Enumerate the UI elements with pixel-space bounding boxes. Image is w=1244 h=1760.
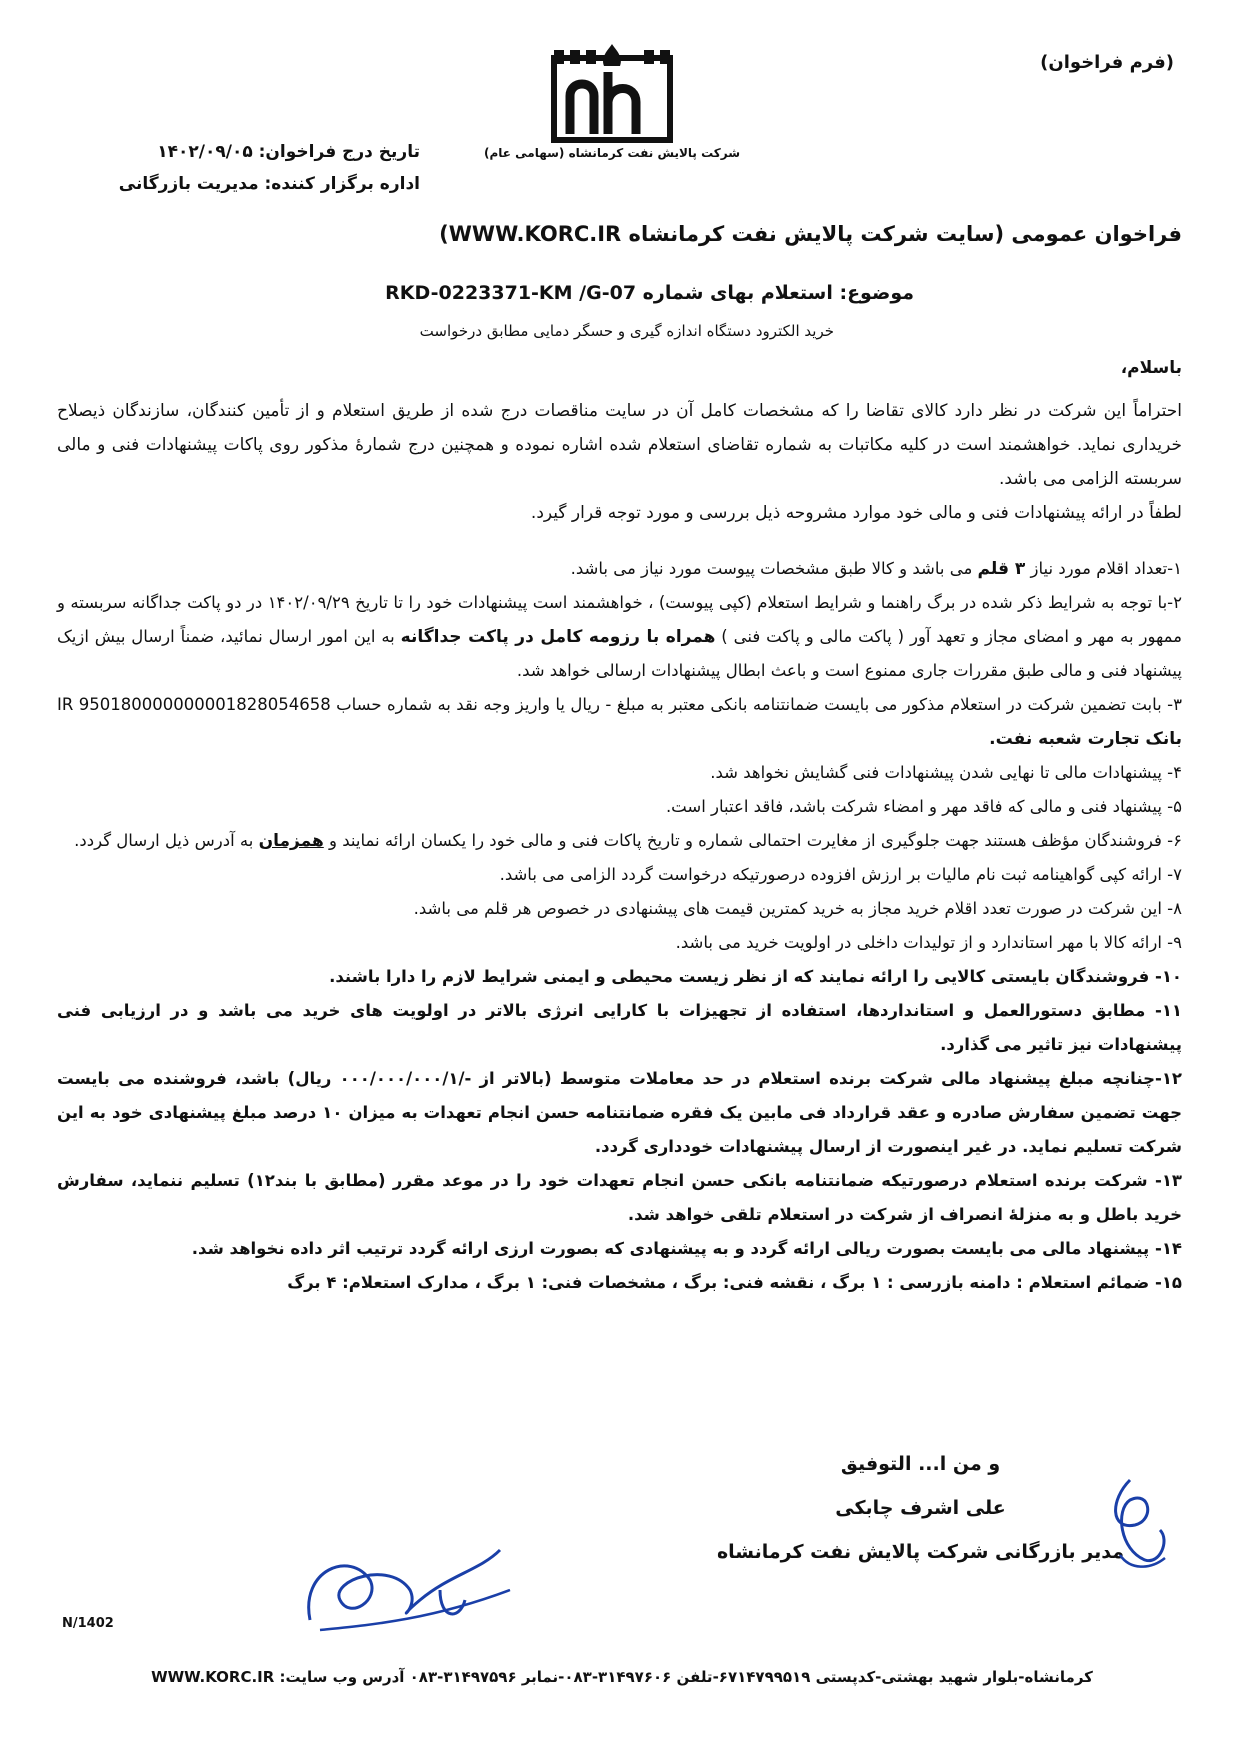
meta-block <box>90 136 420 200</box>
initials-image <box>1090 1470 1180 1580</box>
condition-text: ۱۴- پیشنهاد مالی می بایست بصورت ریالی ارائه گردد و به پیشنهادی که بصورت ارزی ارائه گردد ترتیب اثر داده نخواهد شد. <box>191 1239 1182 1258</box>
posting-date: تاریخ درج فراخوان: ۱۴۰۲/۰۹/۰۵ <box>157 142 420 162</box>
condition-text: ۶- فروشندگان مؤظف هستند جهت جلوگیری از مغایرت احتمالی شماره و تاریخ پاکات فنی و مالی خود را یکسان ارائه نمایند و <box>323 831 1182 850</box>
closing-phrase: و من ا... التوفیق <box>840 1453 1001 1475</box>
condition-item <box>57 586 1182 688</box>
condition-item <box>57 960 1182 994</box>
condition-text: ۹- ارائه کالا با مهر استاندارد و از تولیدات داخلی در اولویت خرید می باشد. <box>675 933 1182 952</box>
condition-text: ۲-با توجه به شرایط ذکر شده در برگ راهنما و شرایط استعلام (کپی پیوست) ، خواهشمند است پیشنهادات خود را تا تاریخ ۱۴۰۲/۰۹/۲۹ در دو پاکت جداگانه سربسته و ممهور به مهر و امضای مجاز و تعهد آور ( پاکت مالی و پاکت فنی ) <box>57 593 1182 646</box>
condition-text-end: می باشد و کالا طبق مشخصات پیوست مورد نیاز می باشد. <box>570 559 978 578</box>
condition-text: ۱۱- مطابق دستورالعمل و استانداردها، استفاده از تجهیزات با کارایی انرژی بالاتر در اولویت های خرید می باشد و در ارزیابی فنی پیشنهادات نیز تاثیر می گذارد. <box>57 1001 1182 1054</box>
condition-item <box>57 1232 1182 1266</box>
condition-item <box>57 1266 1182 1300</box>
condition-item <box>57 994 1182 1062</box>
condition-item <box>57 1164 1182 1232</box>
condition-item <box>57 552 1182 586</box>
condition-emphasis: همراه با رزومه کامل در پاکت جداگانه <box>400 627 716 647</box>
condition-emphasis: بانک تجارت شعبه نفت. <box>989 729 1182 749</box>
condition-text: ۴- پیشنهادات مالی تا نهایی شدن پیشنهادات فنی گشایش نخواهد شد. <box>710 763 1182 782</box>
condition-text: ۳- بابت تضمین شرکت در استعلام مذکور می بایست ضمانتنامه بانکی معتبر به مبلغ - ریال یا واریز وجه نقد به شماره حساب IR 950180000000001828054658 <box>57 695 1182 714</box>
condition-emphasis: همزمان <box>258 831 324 851</box>
condition-text: ۱-تعداد اقلام مورد نیاز <box>1025 559 1182 578</box>
condition-item <box>57 926 1182 960</box>
signatory-name: علی اشرف چابکی <box>835 1497 1006 1519</box>
condition-text: ۱۰- فروشندگان بایستی کالایی را ارائه نمایند که از نظر زیست محیطی و ایمنی شرایط لازم را دارا باشند. <box>329 967 1182 986</box>
organizer: اداره برگزار کننده: مدیریت بازرگانی <box>118 174 420 194</box>
condition-item <box>57 858 1182 892</box>
request-text: لطفاً در ارائه پیشنهادات فنی و مالی خود موارد مشروحه ذیل بررسی و مورد توجه قرار گیرد. <box>530 503 1182 523</box>
form-type-label: (فرم فراخوان) <box>1040 52 1174 73</box>
condition-text: ۱۵- ضمائم استعلام : دامنه بازرسی : ۱ برگ ، نقشه فنی: برگ ، مشخصات فنی: ۱ برگ ، مدارک استعلام: ۴ برگ <box>287 1273 1182 1292</box>
condition-item <box>57 1062 1182 1164</box>
condition-text: ۸- این شرکت در صورت تعدد اقلام خرید مجاز به خرید کمترین قیمت های پیشنهادی در خصوص هر قلم می باشد. <box>413 899 1182 918</box>
condition-text-end: به این امور ارسال نمائید، ضمناً ارسال بیش ازیک پیشنهاد فنی و مالی طبق مقررات جاری ممنوع است و باعث ابطال پیشنهادات ارسالی خواهد شد. <box>57 627 1182 680</box>
footer-address: کرمانشاه-بلوار شهید بهشتی-کدپستی ۶۷۱۴۷۹۹۵۱۹-تلفن ۳۱۴۹۷۶۰۶-۰۸۳-نمابر ۳۱۴۹۷۵۹۶-۰۸۳ آدرس وب سایت: WWW.KORC.IR <box>151 1668 1093 1686</box>
conditions-list <box>57 552 1182 1300</box>
intro-paragraph <box>57 394 1182 530</box>
condition-item <box>57 824 1182 858</box>
document-heading: فراخوان عمومی (سایت شرکت پالایش نفت کرمانشاه WWW.KORC.IR) <box>439 222 1182 246</box>
subject-line: موضوع: استعلام بهای شماره RKD-0223371-KM /G-07 <box>385 282 914 304</box>
subject-description: خرید الکترود دستگاه اندازه گیری و حسگر دمایی مطابق درخواست <box>419 322 834 340</box>
closing-block <box>717 1442 1124 1574</box>
condition-item <box>57 688 1182 756</box>
company-name: شرکت پالایش نفت کرمانشاه (سهامی عام) <box>483 146 741 160</box>
condition-text: ۷- ارائه کپی گواهینامه ثبت نام مالیات بر ارزش افزوده درصورتیکه درخواست گردد الزامی می باشد. <box>499 865 1182 884</box>
condition-item <box>57 756 1182 790</box>
condition-text-end: به آدرس ذیل ارسال گردد. <box>74 831 259 850</box>
company-logo <box>548 44 676 144</box>
salutation: باسلام، <box>1120 358 1182 378</box>
condition-text: ۱۳- شرکت برنده استعلام درصورتیکه ضمانتنامه بانکی حسن انجام تعهدات خود را در موعد مقرر (مطابق با بند۱۲) تسلیم ننماید، سفارش خرید باطل و به منزلهٔ انصراف از شرکت در استعلام تلقی خواهد شد. <box>57 1171 1182 1224</box>
signature-image <box>290 1530 520 1640</box>
document-reference: N/1402 <box>62 1616 114 1631</box>
condition-text: ۱۲-چنانچه مبلغ پیشنهاد مالی شرکت برنده استعلام در حد معاملات متوسط (بالاتر از -/۰۰۰/۰۰۰/۰۰۰/۱ ریال) باشد، فروشنده می بایست جهت تضمین سفارش صادره و عقد قرارداد فی مابین یک فقره ضمانتنامه حسن انجام تعهدات به میزان ۱۰ درصد مبلغ پیشنهادی خود به این شرکت تسلیم نماید. در غیر اینصورت از ارسال پیشنهادات خودداری گردد. <box>57 1069 1183 1156</box>
condition-item <box>57 892 1182 926</box>
condition-text: ۵- پیشنهاد فنی و مالی که فاقد مهر و امضاء شرکت باشد، فاقد اعتبار است. <box>665 797 1182 816</box>
condition-emphasis: ۳ قلم <box>977 559 1026 579</box>
condition-item <box>57 790 1182 824</box>
intro-text: احتراماً این شرکت در نظر دارد کالای تقاضا را که مشخصات کامل آن در سایت مناقصات درج شده از طریق استعلام و از تأمین کنندگان، سازندگان ذیصلاح خریداری نماید. خواهشمند است در کلیه مکاتبات به شماره تقاضای استعلام شده اشاره نموده و همچنین درج شمارهٔ مذکور روی پاکات پیشنهادات فنی و مالی سربسته الزامی می باشد. <box>57 401 1182 489</box>
signatory-title: مدیر بازرگانی شرکت پالایش نفت کرمانشاه <box>716 1541 1124 1563</box>
